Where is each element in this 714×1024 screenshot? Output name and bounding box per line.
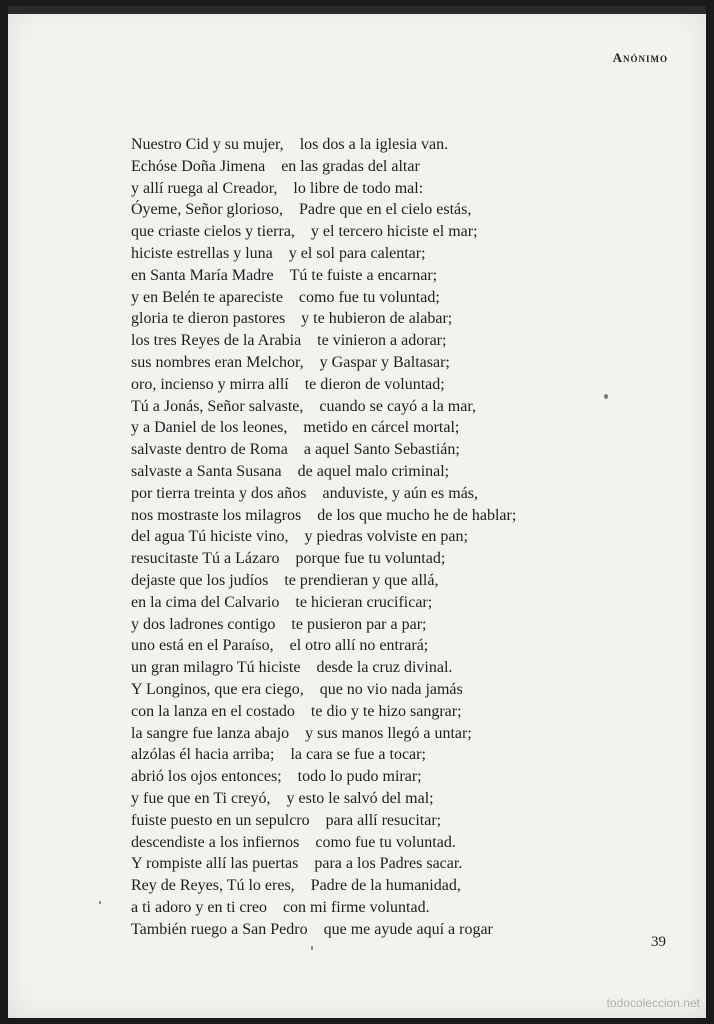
- second-hemistich: te vinieron a adorar;: [317, 332, 447, 350]
- verse-line: [131, 701, 601, 723]
- second-hemistich: de los que mucho he de hablar;: [317, 506, 517, 524]
- first-hemistich: Tú a Jonás, Señor salvaste,: [131, 397, 304, 415]
- second-hemistich: te hicieran crucificar;: [295, 593, 433, 611]
- watermark: todocoleccion.net: [606, 996, 700, 1010]
- second-hemistich: te dieron de voluntad;: [304, 375, 445, 393]
- first-hemistich: en la cima del Calvario: [131, 593, 280, 611]
- first-hemistich: los tres Reyes de la Arabia: [131, 332, 302, 350]
- second-hemistich: los dos a la iglesia van.: [299, 136, 449, 153]
- first-hemistich: y dos ladrones contigo: [131, 615, 276, 633]
- page-number: 39: [651, 934, 666, 950]
- verse-line: [131, 919, 601, 941]
- first-hemistich: salvaste dentro de Roma: [131, 441, 288, 459]
- verse-line: [131, 570, 601, 592]
- second-hemistich: con mi firme voluntad.: [282, 898, 430, 916]
- first-hemistich: y a Daniel de los leones,: [131, 419, 288, 437]
- second-hemistich: Padre que en el cielo estás,: [298, 201, 472, 219]
- first-hemistich: Echóse Doña Jimena: [131, 157, 266, 175]
- second-hemistich: como fue tu voluntad;: [298, 288, 440, 306]
- verse-line: [131, 810, 601, 832]
- verse-line: [131, 875, 601, 897]
- first-hemistich: a ti adoro y en ti creo: [131, 898, 267, 916]
- verse-line: [131, 505, 601, 527]
- second-hemistich: a aquel Santo Sebastián;: [303, 441, 460, 459]
- verse-line: [131, 548, 601, 570]
- second-hemistich: porque fue tu voluntad;: [295, 550, 446, 568]
- first-hemistich: oro, incienso y mirra allí: [131, 375, 289, 393]
- verse-line: [131, 897, 601, 919]
- first-hemistich: y en Belén te apareciste: [131, 288, 283, 306]
- second-hemistich: y el sol para calentar;: [288, 244, 426, 262]
- verse-line: [131, 287, 601, 309]
- second-hemistich: y te hubieron de alabar;: [301, 310, 453, 328]
- verse-line: [131, 483, 601, 505]
- verse-line: [131, 374, 601, 396]
- verse-line: [131, 853, 601, 875]
- verse-line: [131, 635, 601, 657]
- second-hemistich: te pusieron par a par;: [291, 615, 427, 633]
- speck: [311, 946, 313, 950]
- verse-line: [131, 417, 601, 439]
- verse-line: [131, 221, 601, 243]
- first-hemistich: dejaste que los judíos: [131, 571, 269, 589]
- second-hemistich: anduviste, y aún es más,: [322, 484, 479, 502]
- second-hemistich: te dio y te hizo sangrar;: [310, 702, 462, 720]
- scan-edge: [8, 6, 706, 14]
- verse-line: [131, 592, 601, 614]
- second-hemistich: el otro allí no entrará;: [289, 637, 429, 655]
- speck: [99, 901, 101, 904]
- second-hemistich: de aquel malo criminal;: [297, 462, 450, 480]
- verse-line: [131, 679, 601, 701]
- second-hemistich: y piedras volviste en pan;: [304, 528, 468, 546]
- first-hemistich: Rey de Reyes, Tú lo eres,: [131, 877, 295, 895]
- first-hemistich: Óyeme, Señor glorioso,: [131, 201, 283, 219]
- first-hemistich: descendiste a los infiernos: [131, 833, 300, 851]
- second-hemistich: y sus manos llegó a untar;: [305, 724, 472, 742]
- first-hemistich: con la lanza en el costado: [131, 702, 295, 720]
- first-hemistich: Y Longinos, que era ciego,: [131, 680, 304, 698]
- second-hemistich: y esto le salvó del mal;: [286, 789, 434, 807]
- first-hemistich: la sangre fue lanza abajo: [131, 724, 290, 742]
- verse-line: [131, 723, 601, 745]
- verse-line: [131, 526, 601, 548]
- first-hemistich: y fue que en Ti creyó,: [131, 789, 271, 807]
- verse-line: [131, 461, 601, 483]
- first-hemistich: fuiste puesto en un sepulcro: [131, 811, 310, 829]
- book-page: [8, 6, 706, 1018]
- first-hemistich: gloria te dieron pastores: [131, 310, 286, 328]
- verse-line: [131, 243, 601, 265]
- second-hemistich: lo libre de todo mal:: [293, 179, 424, 197]
- verse-line: [131, 788, 601, 810]
- first-hemistich: salvaste a Santa Susana: [131, 462, 282, 480]
- second-hemistich: todo lo pudo mirar;: [297, 768, 422, 786]
- first-hemistich: hiciste estrellas y luna: [131, 244, 273, 262]
- second-hemistich: para a los Padres sacar.: [314, 855, 463, 873]
- first-hemistich: abrió los ojos entonces;: [131, 768, 282, 786]
- second-hemistich: la cara se fue a tocar;: [290, 746, 426, 764]
- verse-line: [131, 134, 601, 156]
- first-hemistich: y allí ruega al Creador,: [131, 179, 278, 197]
- verse-line: [131, 330, 601, 352]
- second-hemistich: Padre de la humanidad,: [310, 877, 461, 895]
- verse-line: [131, 178, 601, 200]
- first-hemistich: que criaste cielos y tierra,: [131, 223, 295, 241]
- verse-line: [131, 308, 601, 330]
- second-hemistich: te prendieran y que allá,: [284, 571, 439, 589]
- first-hemistich: por tierra treinta y dos años: [131, 484, 307, 502]
- verse-line: [131, 766, 601, 788]
- speck: [604, 394, 608, 399]
- second-hemistich: desde la cruz divinal.: [316, 659, 453, 677]
- first-hemistich: nos mostraste los milagros: [131, 506, 302, 524]
- second-hemistich: metido en cárcel mortal;: [303, 419, 460, 437]
- second-hemistich: Tú te fuiste a encarnar;: [289, 266, 438, 284]
- first-hemistich: alzólas él hacia arriba;: [131, 746, 275, 764]
- first-hemistich: un gran milagro Tú hiciste: [131, 659, 301, 677]
- verse-line: [131, 439, 601, 461]
- second-hemistich: y Gaspar y Baltasar;: [319, 353, 450, 371]
- verse-line: [131, 156, 601, 178]
- first-hemistich: También ruego a San Pedro: [131, 920, 308, 938]
- second-hemistich: que no vio nada jamás: [319, 680, 463, 698]
- verse-line: [131, 832, 601, 854]
- first-hemistich: en Santa María Madre: [131, 266, 274, 284]
- first-hemistich: sus nombres eran Melchor,: [131, 353, 304, 371]
- second-hemistich: en las gradas del altar: [281, 157, 420, 175]
- second-hemistich: cuando se cayó a la mar,: [319, 397, 477, 415]
- verse-line: [131, 352, 601, 374]
- verse-line: [131, 265, 601, 287]
- second-hemistich: como fue tu voluntad.: [315, 833, 456, 851]
- first-hemistich: Nuestro Cid y su mujer,: [131, 136, 284, 153]
- poem-text: [131, 134, 601, 940]
- verse-line: [131, 657, 601, 679]
- second-hemistich: para allí resucitar;: [325, 811, 442, 829]
- verse-line: [131, 614, 601, 636]
- verse-line: [131, 199, 601, 221]
- second-hemistich: y el tercero hiciste el mar;: [310, 223, 478, 241]
- first-hemistich: resucitaste Tú a Lázaro: [131, 550, 280, 568]
- second-hemistich: que me ayude aquí a rogar: [323, 920, 493, 938]
- first-hemistich: uno está en el Paraíso,: [131, 637, 274, 655]
- verse-line: [131, 744, 601, 766]
- first-hemistich: del agua Tú hiciste vino,: [131, 528, 289, 546]
- verse-line: [131, 396, 601, 418]
- running-head: Anónimo: [612, 50, 668, 65]
- first-hemistich: Y rompiste allí las puertas: [131, 855, 299, 873]
